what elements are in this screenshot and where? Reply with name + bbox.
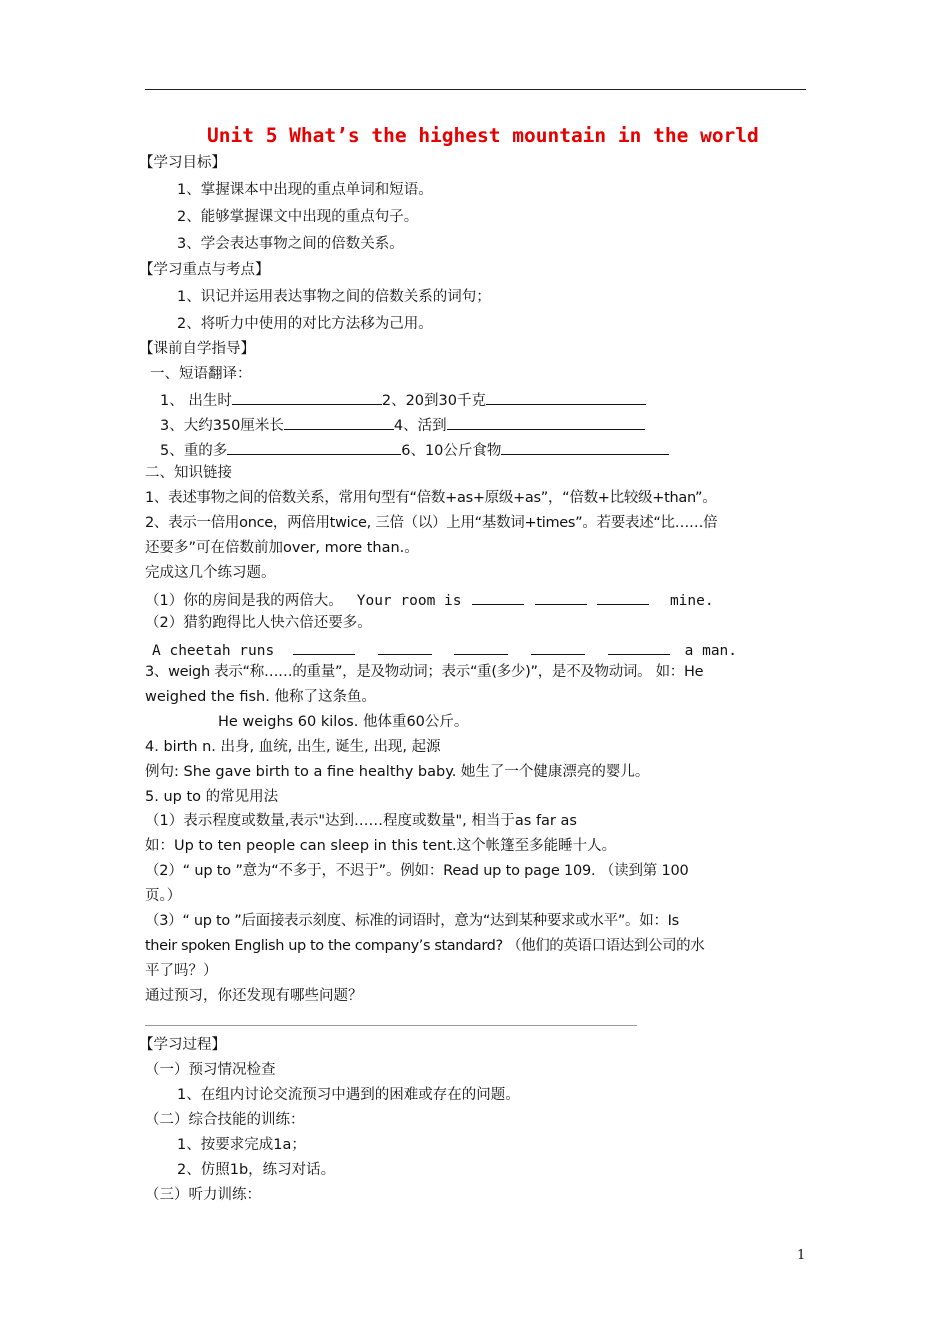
- section-heading-focus: 【学习重点与考点】: [139, 262, 270, 278]
- knowledge-text: their spoken English up to the company’s standard? （他们的英语口语达到公司的水: [145, 938, 705, 954]
- subsection-heading: （一）预习情况检查: [145, 1062, 276, 1078]
- answer-blank[interactable]: [454, 638, 508, 655]
- page-number: 1: [797, 1248, 806, 1263]
- knowledge-text: 5. up to 的常见用法: [145, 789, 279, 805]
- answer-blank[interactable]: [535, 588, 587, 605]
- answer-blank[interactable]: [447, 413, 645, 430]
- knowledge-text: （1）表示程度或数量,表示"达到……程度或数量", 相当于as far as: [145, 813, 577, 829]
- knowledge-text: 4. birth n. 出身, 血统, 出生, 诞生, 出现, 起源: [145, 739, 441, 755]
- answer-blank[interactable]: [608, 638, 670, 655]
- knowledge-text: 例句: She gave birth to a fine healthy baby. 她生了一个健康漂亮的婴儿。: [145, 764, 650, 780]
- answer-blank[interactable]: [486, 388, 646, 405]
- knowledge-text: 如：Up to ten people can sleep in this tent.这个帐篷至多能睡十人。: [145, 838, 617, 854]
- knowledge-text: （3）“ up to ”后面接表示刻度、标准的词语时，意为“达到某种要求或水平”。如：Is: [145, 913, 679, 929]
- answer-blank[interactable]: [227, 438, 401, 455]
- subsection-heading: （二）综合技能的训练：: [145, 1112, 305, 1128]
- knowledge-text: 平了吗？）: [145, 963, 218, 979]
- subsection-heading: （三）听力训练：: [145, 1187, 261, 1203]
- part-heading: 一、短语翻译：: [150, 366, 252, 382]
- knowledge-text: 3、weigh 表示“称……的重量”，是及物动词；表示“重(多少)”，是不及物动词。 如：He: [145, 664, 704, 680]
- focus-item: 2、将听力中使用的对比方法移为己用。: [177, 316, 433, 332]
- phrase-item: 1、 出生时 2、20到30千克: [160, 388, 646, 411]
- knowledge-text: 页。）: [145, 888, 182, 904]
- document-title: Unit 5 What’s the highest mountain in the world: [207, 124, 759, 147]
- answer-blank[interactable]: [378, 638, 432, 655]
- knowledge-text: He weighs 60 kilos. 他体重60公斤。: [218, 714, 469, 730]
- answer-line[interactable]: [145, 1025, 637, 1026]
- answer-blank[interactable]: [472, 588, 524, 605]
- part-heading: 二、知识链接: [145, 465, 232, 481]
- section-heading-guide: 【课前自学指导】: [139, 341, 255, 357]
- exercise-intro: 完成这几个练习题。: [145, 565, 276, 581]
- section-heading-process: 【学习过程】: [139, 1037, 226, 1053]
- knowledge-text: 2、表示一倍用once，两倍用twice, 三倍（以）上用“基数词+times”。若要表述“比……倍: [145, 515, 718, 531]
- header-rule: [145, 89, 806, 90]
- knowledge-text: 1、表述事物之间的倍数关系，常用句型有“倍数+as+原级+as”，“倍数+比较级+than”。: [145, 490, 717, 506]
- answer-blank[interactable]: [597, 588, 649, 605]
- goal-item: 3、学会表达事物之间的倍数关系。: [177, 236, 404, 252]
- process-item: 1、按要求完成1a；: [177, 1137, 306, 1153]
- exercise-item: A cheetah runs a man.: [152, 638, 737, 661]
- goal-item: 1、掌握课本中出现的重点单词和短语。: [177, 182, 433, 198]
- goal-item: 2、能够掌握课文中出现的重点句子。: [177, 209, 419, 225]
- answer-blank[interactable]: [232, 388, 382, 405]
- phrase-item: 3、大约350厘米长 4、活到: [160, 413, 645, 436]
- exercise-item: （1）你的房间是我的两倍大。 Your room is mine.: [145, 588, 714, 611]
- answer-blank[interactable]: [531, 638, 585, 655]
- phrase-item: 5、重的多 6、10公斤食物: [160, 438, 669, 461]
- knowledge-text: 还要多”可在倍数前加over, more than.。: [145, 540, 419, 556]
- exercise-item: （2）猎豹跑得比人快六倍还要多。: [145, 615, 372, 631]
- process-item: 2、仿照1b，练习对话。: [177, 1162, 336, 1178]
- process-item: 1、在组内讨论交流预习中遇到的困难或存在的问题。: [177, 1087, 520, 1103]
- question-prompt: 通过预习，你还发现有哪些问题？: [145, 988, 363, 1004]
- focus-item: 1、识记并运用表达事物之间的倍数关系的词句；: [177, 289, 491, 305]
- answer-blank[interactable]: [284, 413, 394, 430]
- knowledge-text: weighed the fish. 他称了这条鱼。: [145, 689, 376, 705]
- answer-blank[interactable]: [293, 638, 355, 655]
- section-heading-goals: 【学习目标】: [139, 155, 226, 171]
- knowledge-text: （2）“ up to ”意为“不多于，不迟于”。例如：Read up to page 109. （读到第 100: [145, 863, 689, 879]
- answer-blank[interactable]: [501, 438, 669, 455]
